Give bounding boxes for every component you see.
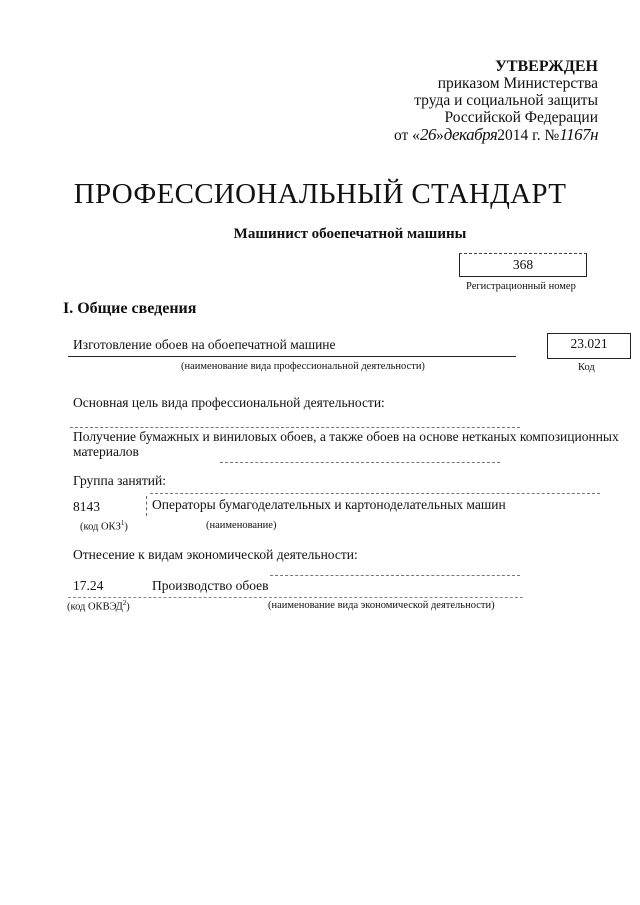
approval-block: [358, 58, 598, 144]
okved-code: 17.24: [73, 578, 104, 593]
goal-text-line-1: Получение бумажных и виниловых обоев, а также обоев на основе нетканых композиционных: [73, 429, 619, 444]
approval-line-3: Российской Федерации: [444, 109, 598, 126]
group-label: Группа занятий:: [73, 473, 166, 488]
date-prefix: от «: [393, 127, 420, 144]
goal-label: Основная цель вида профессиональной деятельности:: [73, 395, 385, 410]
goal-box-top: [70, 427, 520, 428]
date-mid: »: [435, 127, 444, 144]
registration-label: Регистрационный номер: [466, 281, 576, 292]
okz-code: 8143: [73, 499, 100, 514]
econ-label: Отнесение к видам экономической деятельности:: [73, 547, 358, 562]
approval-date-line: [358, 126, 598, 144]
date-day: 26: [419, 125, 436, 144]
document-title: ПРОФЕССИОНАЛЬНЫЙ СТАНДАРТ: [73, 178, 567, 210]
approval-heading: УТВЕРЖДЕН: [495, 58, 598, 75]
section-heading: I. Общие сведения: [63, 300, 197, 317]
date-month: декабря: [443, 125, 498, 144]
registration-number-box: 368: [459, 253, 587, 277]
approval-line-1: приказом Министерства: [437, 75, 598, 92]
approval-line-2: труда и социальной защиты: [414, 92, 598, 109]
econ-box-top: [270, 575, 520, 576]
okz-divider: [146, 496, 147, 516]
goal-text-line-2: материалов: [73, 444, 139, 459]
date-year: 2014 г. №: [497, 127, 560, 144]
activity-name-caption: (наименование вида профессиональной деятельности): [181, 361, 425, 372]
okz-code-caption: (код ОКЗ$^1$): [80, 519, 128, 533]
okved-name: Производство обоев: [152, 578, 269, 593]
group-box-top: [150, 493, 600, 494]
okved-underline: [68, 597, 523, 598]
okz-name: Операторы бумагоделательных и картоноделательных машин: [152, 497, 506, 512]
code-caption: Код: [578, 362, 595, 373]
goal-box-bottom: [220, 462, 500, 463]
order-number: 1167н: [559, 125, 598, 144]
okz-name-caption: (наименование): [206, 520, 277, 531]
okved-name-caption: (наименование вида экономической деятельности): [268, 600, 495, 611]
activity-name-underline: [68, 356, 516, 357]
activity-code-box: 23.021: [547, 333, 631, 359]
activity-name: Изготовление обоев на обоепечатной машине: [73, 337, 336, 352]
document-subtitle: Машинист обоепечатной машины: [233, 226, 467, 242]
okved-code-caption: (код ОКВЭД$^2$): [67, 599, 130, 613]
